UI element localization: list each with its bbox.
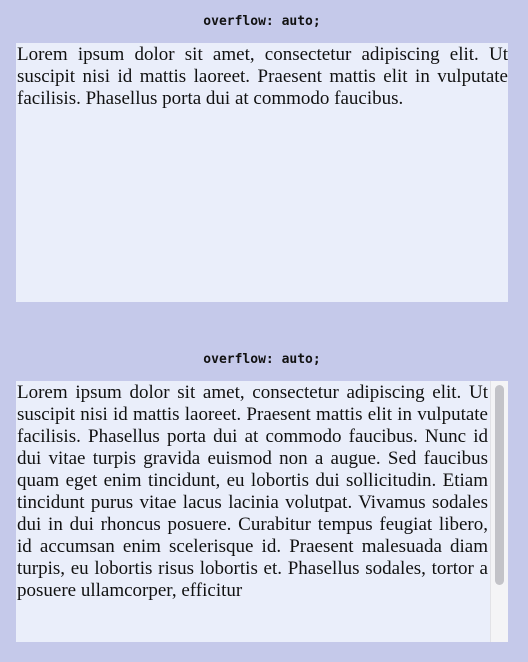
scrollable-text-box[interactable] <box>16 381 508 642</box>
code-label: overflow: auto; <box>203 14 321 29</box>
overflow-demo-scrollable <box>16 338 508 642</box>
box-text: Lorem ipsum dolor sit amet, consectetur adipiscing elit. Ut suscipit nisi id mattis laoreet. Praesent mattis elit in vulputate facilisis. Phasellus porta dui at commodo faucibus. Nunc id dui vitae turpis gravida euismod non a augue. Sed faucibus quam eget enim tincidunt, eu lobortis dui sollicitudin. Etiam tincidunt purus vitae lacus lacinia volutpat. Vivamus sodales dui in dui rhoncus posuere. Curabitur tempus feugiat libero, id accumsan enim scelerisque id. Praesent malesuada diam turpis, eu lobortis risus lobortis et. Phasellus sodales, tortor a posuere ullamcorper, efficitur <box>17 382 488 601</box>
box-text: Lorem ipsum dolor sit amet, consectetur adipiscing elit. Ut suscipit nisi id mattis laoreet. Praesent mattis elit in vulputate facilisis. Phasellus porta dui at commodo faucibus. <box>17 44 508 109</box>
scrollbar-thumb[interactable] <box>495 385 504 585</box>
text-box <box>16 43 508 302</box>
code-label: overflow: auto; <box>203 352 321 367</box>
overflow-demo-short <box>16 0 508 302</box>
vertical-scrollbar[interactable] <box>490 381 508 642</box>
